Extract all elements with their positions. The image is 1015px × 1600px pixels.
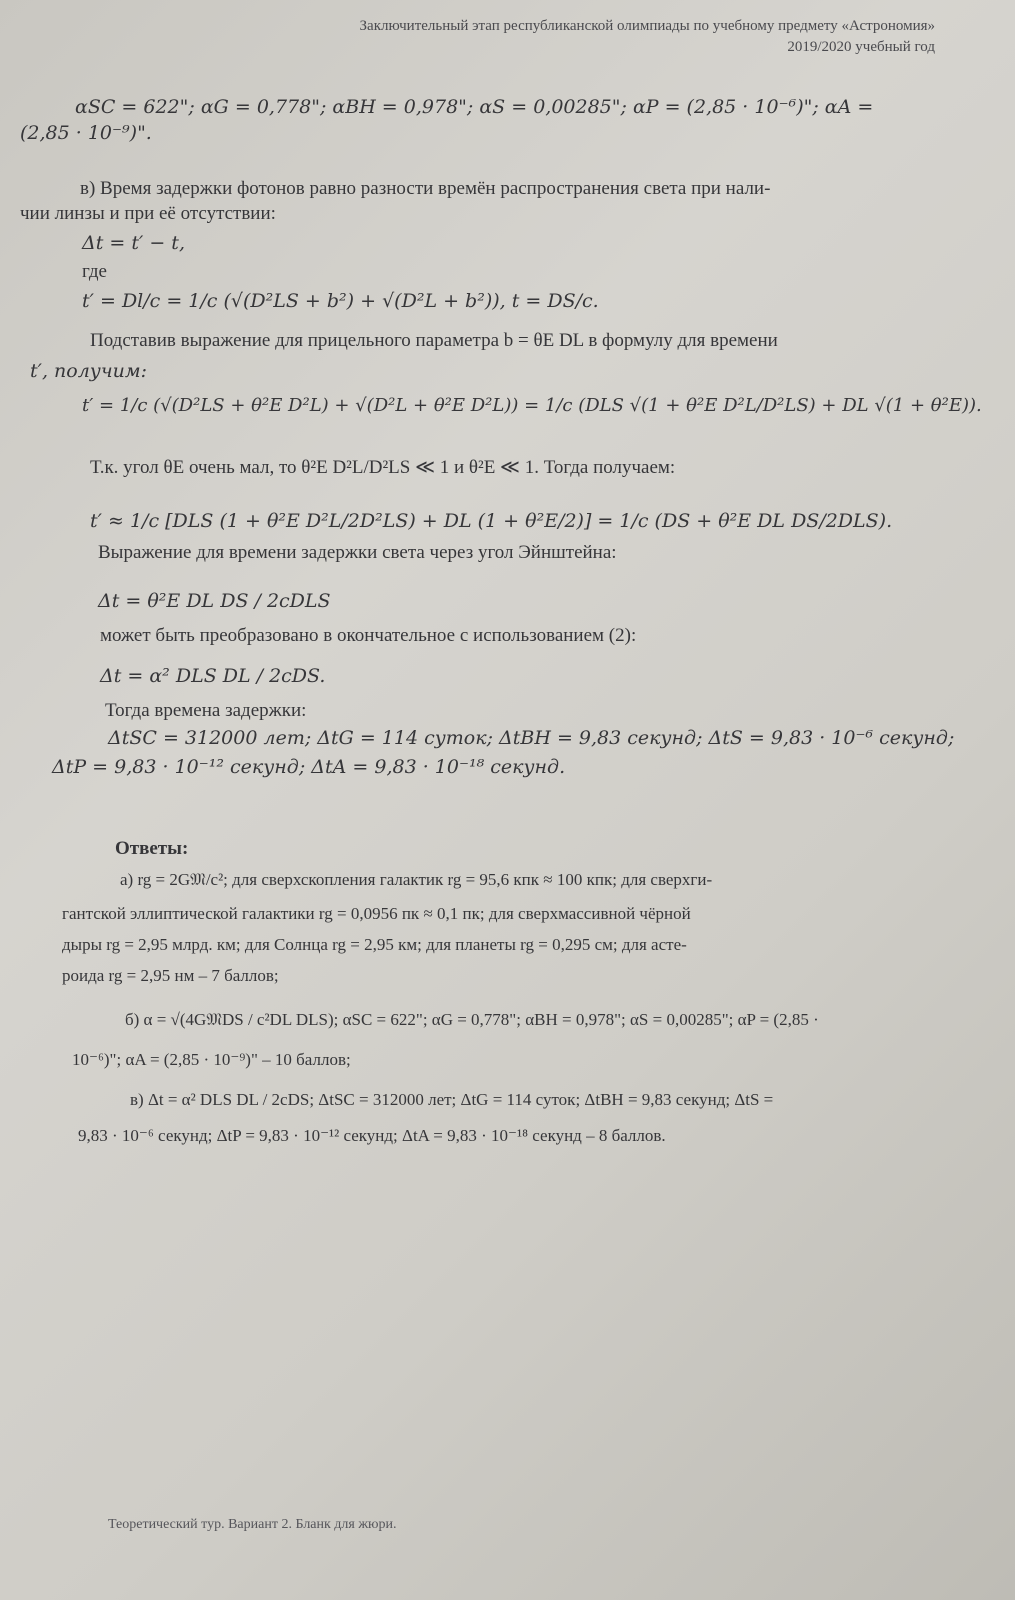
substitute-text: t′, получим: (30, 360, 148, 382)
delays-intro: Тогда времена задержки: (105, 700, 307, 721)
substitute-text: Подставив выражение для прицельного параметра b = θE DL в формулу для времени (90, 330, 778, 351)
answer-a: дыры rg = 2,95 млрд. км; для Солнца rg = 2,95 км; для планеты rg = 0,295 см; для асте- (62, 935, 687, 954)
answer-b: 10⁻⁶)"; αA = (2,85 · 10⁻⁹)" – 10 баллов; (72, 1050, 351, 1069)
page-footer: Теоретический тур. Вариант 2. Бланк для жюри. (108, 1517, 397, 1532)
header-line-2: 2019/2020 учебный год (787, 39, 935, 55)
part-v-intro: чии линзы и при её отсутствии: (20, 203, 276, 224)
delta-t-final: Δt = α² DLS DL / 2cDS. (100, 665, 326, 687)
einstein-angle-text: Выражение для времени задержки света через угол Эйнштейна: (98, 542, 617, 563)
delays-values: ΔtP = 9,83 · 10⁻¹² секунд; ΔtA = 9,83 · 10⁻¹⁸ секунд. (52, 756, 566, 778)
answer-a: гантской эллиптической галактики rg = 0,0956 пк ≈ 0,1 пк; для сверхмассивной чёрной (62, 904, 691, 923)
delta-t-definition: Δt = t′ − t, (82, 232, 185, 254)
answer-b: б) α = √(4G𝔐DS / c²DL DLS); αSC = 622"; αG = 0,778"; αBH = 0,978"; αS = 0,00285"; αP = (2,85 · (125, 1010, 819, 1029)
transform-text: может быть преобразовано в окончательное с использованием (2): (100, 625, 637, 646)
alpha-values-line: αSC = 622"; αG = 0,778"; αBH = 0,978"; αS = 0,00285"; αP = (2,85 · 10⁻⁶)"; αA = (75, 96, 874, 118)
t-prime-approx: t′ ≈ 1/c [DLS (1 + θ²E D²L/2D²LS) + DL (1 + θ²E/2)] = 1/c (DS + θ²E DL DS/2DLS). (90, 510, 893, 532)
part-v-intro: в) Время задержки фотонов равно разности времён распространения света при нали- (80, 178, 771, 199)
page-header (360, 16, 935, 58)
t-prime-expanded: t′ = 1/c (√(D²LS + θ²E D²L) + √(D²L + θ²E D²L)) = 1/c (DLS √(1 + θ²E D²L/D²LS) + DL √(1 + θ²E)). (82, 395, 982, 416)
answer-v: 9,83 · 10⁻⁶ секунд; ΔtP = 9,83 · 10⁻¹² секунд; ΔtA = 9,83 · 10⁻¹⁸ секунд – 8 баллов. (78, 1126, 666, 1145)
small-angle-text: Т.к. угол θE очень мал, то θ²E D²L/D²LS ≪ 1 и θ²E ≪ 1. Тогда получаем: (90, 457, 676, 478)
alpha-values-line: (2,85 · 10⁻⁹)". (20, 122, 152, 144)
header-line-1: Заключительный этап республиканской олимпиады по учебному предмету «Астрономия» (359, 18, 935, 34)
answer-a: роида rg = 2,95 нм – 7 баллов; (62, 966, 279, 985)
answers-title: Ответы: (115, 838, 189, 859)
where-word: где (82, 261, 107, 282)
delta-t-einstein: Δt = θ²E DL DS / 2cDLS (98, 590, 331, 612)
t-prime-formula: t′ = Dl/c = 1/c (√(D²LS + b²) + √(D²L + b²)), t = DS/c. (82, 290, 599, 312)
answer-v: в) Δt = α² DLS DL / 2cDS; ΔtSC = 312000 лет; ΔtG = 114 суток; ΔtBH = 9,83 секунд; ΔtS = (130, 1090, 774, 1109)
answer-a: а) rg = 2G𝔐/c²; для сверхскопления галактик rg = 95,6 кпк ≈ 100 кпк; для сверхги- (120, 870, 713, 889)
delays-values: ΔtSC = 312000 лет; ΔtG = 114 суток; ΔtBH = 9,83 секунд; ΔtS = 9,83 · 10⁻⁶ секунд; (108, 727, 955, 749)
